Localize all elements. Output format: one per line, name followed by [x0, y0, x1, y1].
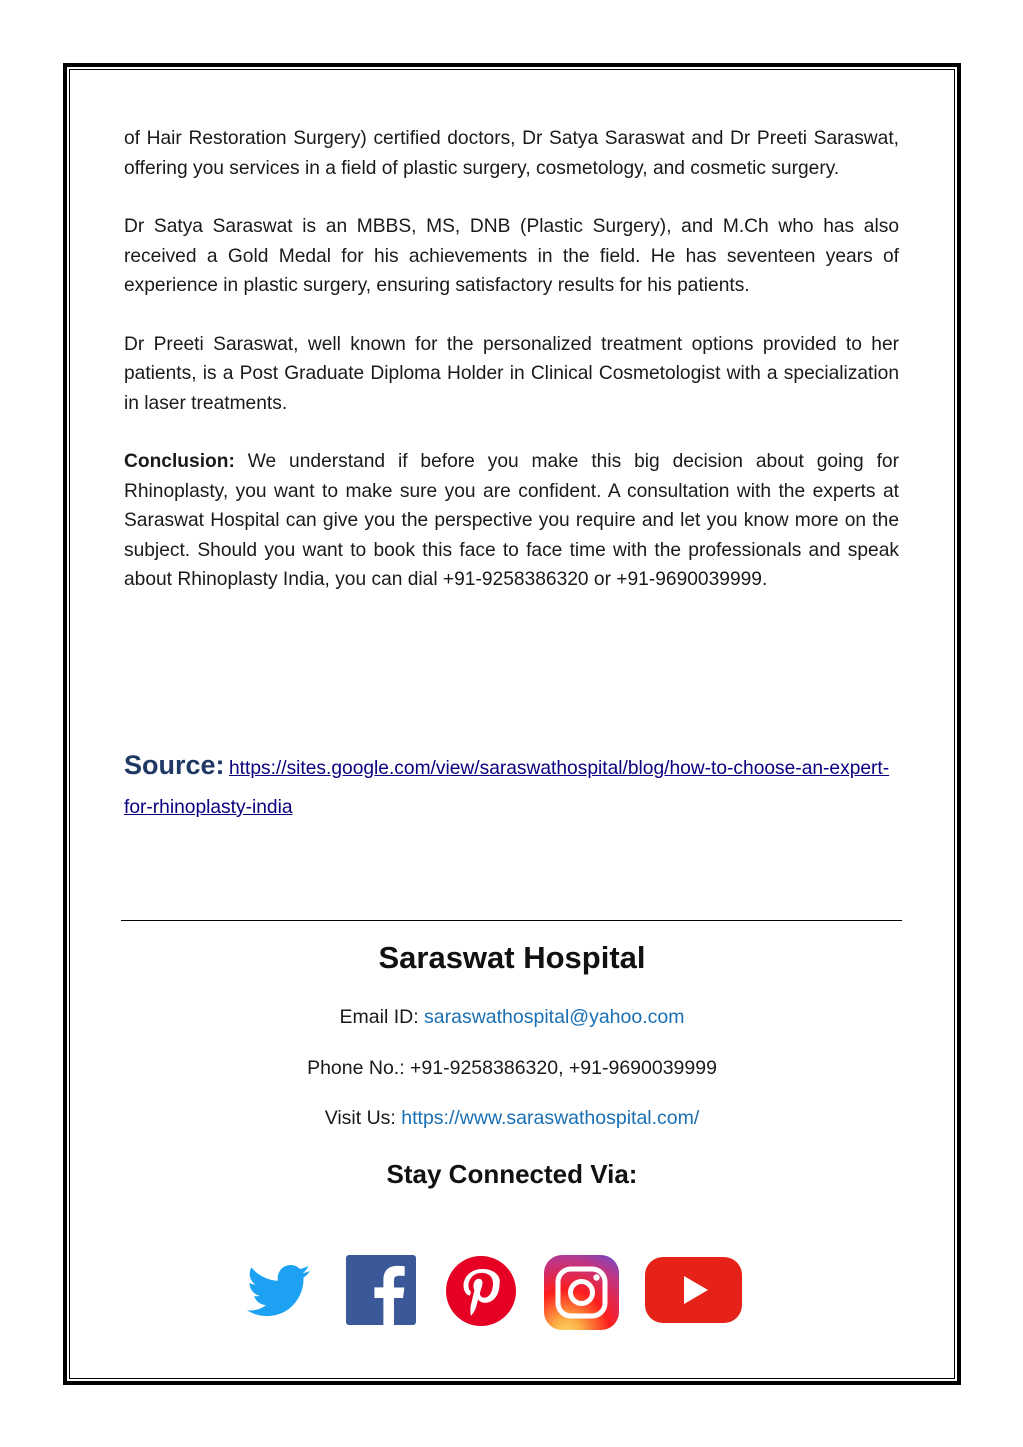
source-link[interactable]: https://sites.google.com/view/saraswathospital/blog/how-to-choose-an-expert-for-rhinoplasty-india	[124, 758, 890, 818]
twitter-icon[interactable]	[244, 1255, 314, 1325]
paragraph-conclusion	[124, 447, 899, 595]
instagram-icon[interactable]	[544, 1255, 619, 1330]
footer-divider	[121, 920, 902, 921]
source-label: Source:	[124, 750, 225, 780]
website-link[interactable]: https://www.saraswathospital.com/	[401, 1107, 700, 1129]
email-label: Email ID:	[339, 1006, 425, 1028]
email-link[interactable]: saraswathospital@yahoo.com	[424, 1006, 685, 1028]
paragraph-dr-satya: Dr Satya Saraswat is an MBBS, MS, DNB (Plastic Surgery), and M.Ch who has also received a Gold Medal for his achievements in the field. He has seventeen years of experience in plastic surgery, ensuring satisfactory results for his patients.	[124, 216, 899, 296]
source-block	[124, 746, 899, 828]
pinterest-icon[interactable]	[445, 1255, 517, 1327]
conclusion-text: We understand if before you make this big decision about going for Rhinoplasty, you want to make sure you are confident. A consultation with the experts at Saraswat Hospital can give you the perspective you require and let you know more on the subject. Should you want to book this face to face time with the professionals and speak about Rhinoplasty India, you can dial +91-9258386320 or +91-9690039999.	[124, 451, 899, 590]
stay-connected-title: Stay Connected Via:	[386, 1159, 638, 1189]
article-body	[124, 124, 899, 624]
youtube-icon[interactable]	[645, 1255, 742, 1325]
hospital-name: Saraswat Hospital	[378, 940, 646, 975]
visit-label: Visit Us:	[324, 1107, 402, 1129]
paragraph-intro: of Hair Restoration Surgery) certified doctors, Dr Satya Saraswat and Dr Preeti Saraswat, offering you services in a field of plastic surgery, cosmetology, and cosmetic surgery.	[124, 128, 899, 179]
visit-line	[70, 1107, 954, 1130]
paragraph-dr-preeti: Dr Preeti Saraswat, well known for the personalized treatment options provided to her patients, is a Post Graduate Diploma Holder in Clinical Cosmetologist with a specialization in laser treatments.	[124, 333, 899, 414]
email-line	[70, 1006, 954, 1029]
conclusion-label: Conclusion:	[124, 451, 235, 472]
facebook-icon[interactable]	[346, 1255, 416, 1325]
phone-line: Phone No.: +91-9258386320, +91-9690039999	[307, 1057, 717, 1079]
